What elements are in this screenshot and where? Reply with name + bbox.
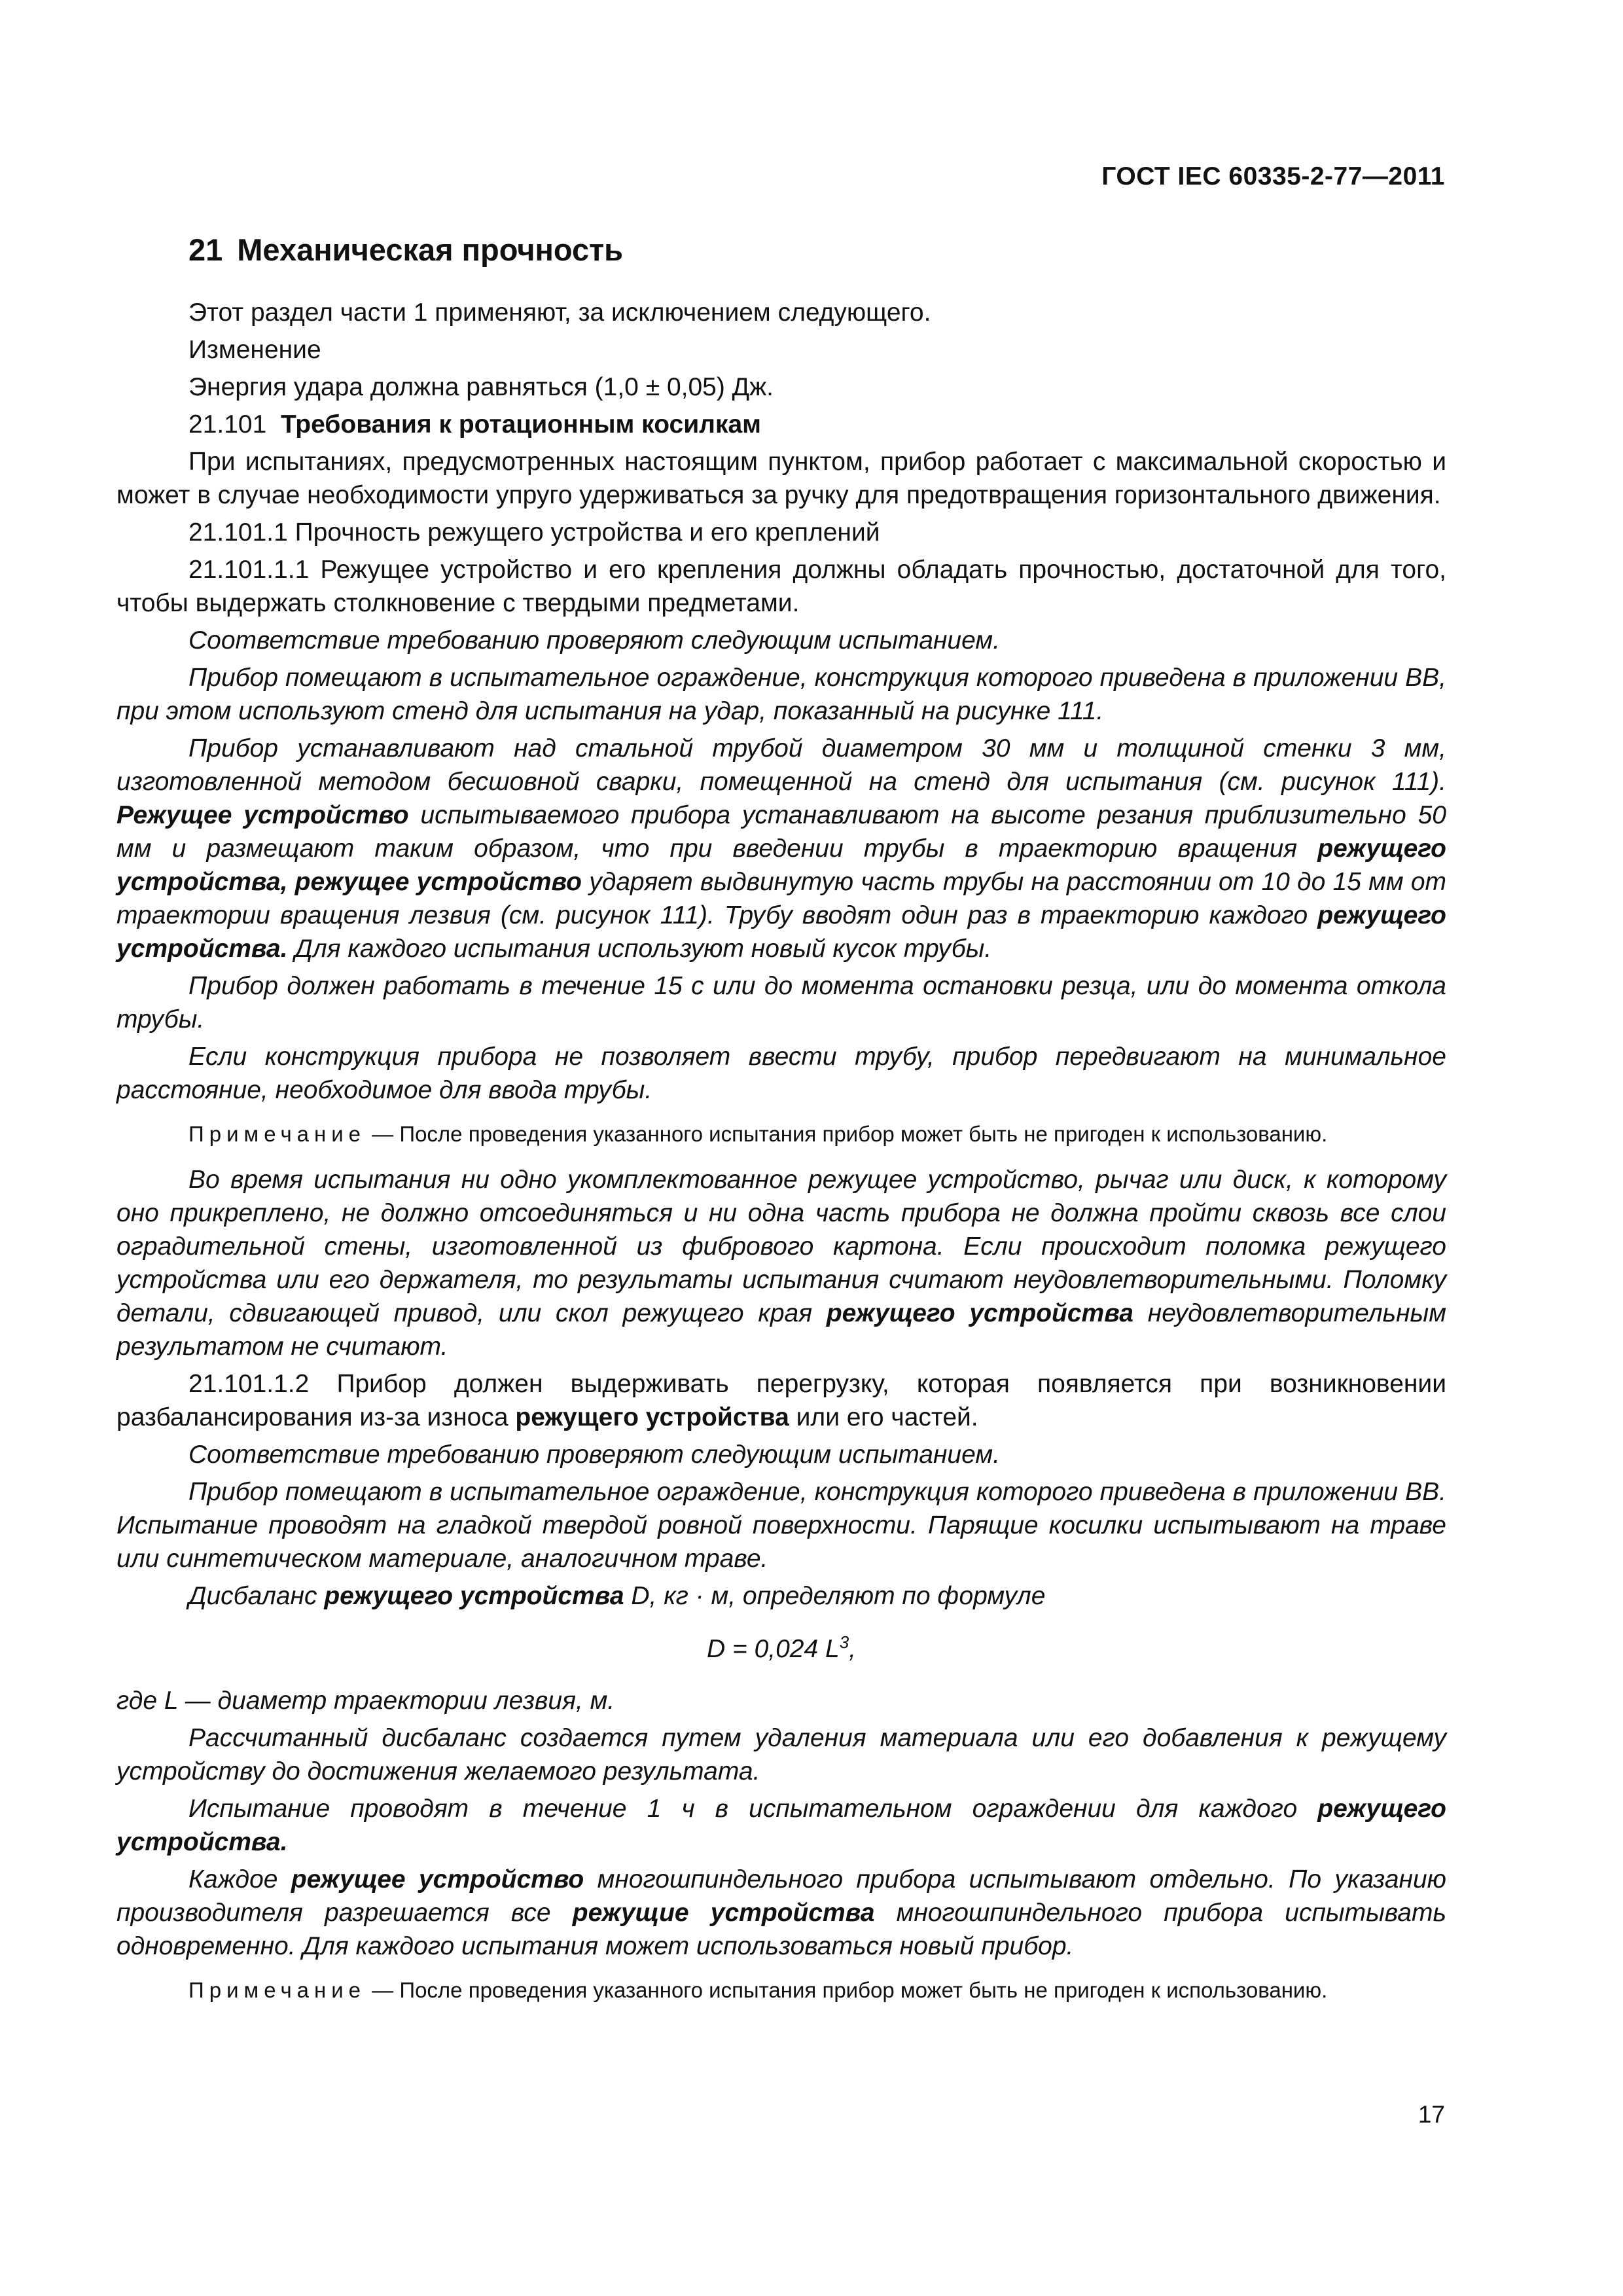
- text-run: или его частей.: [789, 1403, 978, 1431]
- term-bold: режущего устройства: [324, 1582, 624, 1610]
- formula: [116, 1632, 1446, 1666]
- text-run: ударяет выдвинутую часть трубы на расстоянии от 10 до 15 мм от траектории вращения лезвия (см. рисунок 111). Трубу вводят один раз в траекторию каждого: [116, 868, 1446, 929]
- text-run: Прибор устанавливают над стальной трубой диаметром 30 мм и толщиной стенки 3 мм, изготовленной методом бесшовной сварки, помещенной на стенд для испытания (см. рисунок 111).: [116, 734, 1446, 796]
- paragraph: [116, 1579, 1446, 1613]
- note: [116, 1976, 1446, 2005]
- note-label: Примечание: [188, 1122, 366, 1146]
- term-bold: режущего устройства.: [116, 901, 1446, 963]
- paragraph: Прибор помещают в испытательное ограждение, конструкция которого приведена в приложении ВВ, при этом используют стенд для испытания на удар, показанный на рисунке 111.: [116, 664, 1446, 725]
- note-label: Примечание: [188, 1978, 366, 2002]
- note-text: — После проведения указанного испытания прибор может быть не пригоден к использованию.: [366, 1122, 1328, 1146]
- paragraph: 21.101.1 Прочность режущего устройства и его креплений: [188, 518, 880, 547]
- formula-end: ,: [849, 1635, 857, 1663]
- page-body: [116, 230, 1446, 2019]
- paragraph: Изменение: [188, 336, 321, 364]
- term-bold: режущего устройства.: [116, 1795, 1446, 1856]
- text-run: Для каждого испытания используют новый кусок трубы.: [287, 935, 992, 963]
- clause-heading: [116, 408, 1446, 441]
- paragraph: Соответствие требованию проверяют следующим испытанием.: [188, 626, 1000, 655]
- paragraph: Соответствие требованию проверяют следующим испытанием.: [188, 1441, 1000, 1469]
- note-text: — После проведения указанного испытания прибор может быть не пригоден к использованию.: [366, 1978, 1328, 2002]
- text-run: 21.101.1.2 Прибор должен выдерживать перегрузку, которая появляется при возникновении разбалансирования из-за износа: [116, 1370, 1446, 1431]
- paragraph: где L — диаметр траектории лезвия, м.: [116, 1687, 615, 1715]
- standard-header: ГОСТ IEC 60335-2-77—2011: [1101, 162, 1445, 190]
- note: [116, 1120, 1446, 1149]
- paragraph: [116, 732, 1446, 965]
- term-bold: режущего устройства: [515, 1403, 789, 1431]
- clause-number: 21.101: [188, 410, 267, 439]
- paragraph: Рассчитанный дисбаланс создается путем удаления материала или его добавления к режущему устройству до достижения желаемого результата.: [116, 1724, 1446, 1785]
- paragraph: 21.101.1.1 Режущее устройство и его крепления должны обладать прочностью, достаточной для того, чтобы выдержать столкновение с твердыми предметами.: [116, 556, 1446, 617]
- paragraph: [116, 1163, 1446, 1363]
- term-bold: режущего устройства: [826, 1299, 1133, 1327]
- section-title: Механическая прочность: [237, 232, 624, 267]
- paragraph: Прибор помещают в испытательное ограждение, конструкция которого приведена в приложении ВВ. Испытание проводят на гладкой твердой ровной поверхности. Парящие косилки испытывают на траве или синтетическом материале, аналогичном траве.: [116, 1478, 1446, 1573]
- text-run: D, кг · м, определяют по формуле: [624, 1582, 1046, 1610]
- formula-exponent: 3: [839, 1632, 849, 1652]
- text-run: Испытание проводят в течение 1 ч в испытательном ограждении для каждого: [188, 1795, 1318, 1823]
- term-bold: Режущее устройство: [116, 801, 409, 829]
- text-run: неудовлетворительным результатом не считают.: [116, 1299, 1446, 1361]
- formula-text: D = 0,024 L: [706, 1635, 840, 1663]
- clause-title: Требования к ротационным косилкам: [280, 410, 761, 439]
- paragraph: Энергия удара должна равняться (1,0 ± 0,05) Дж.: [188, 373, 774, 401]
- paragraph: [116, 1792, 1446, 1859]
- section-number: 21: [188, 232, 223, 267]
- paragraph: [116, 1367, 1446, 1434]
- text-run: Во время испытания ни одно укомплектованное режущее устройство, рычаг или диск, к которому оно прикреплено, не должно отсоединяться и ни одна часть прибора не должна пройти сквозь все слои оградительной стены, изготовленной из фибрового картона. Если происходит поломка режущего устройства или его держателя, то результаты испытания считают неудовлетворительными. Поломку детали, сдвигающей привод, или скол режущего края: [116, 1166, 1446, 1327]
- term-bold: режущего устройства, режущее устройство: [116, 834, 1446, 896]
- text-run: Дисбаланс: [188, 1582, 325, 1610]
- paragraph: Если конструкция прибора не позволяет ввести трубу, прибор передвигают на минимальное расстояние, необходимое для ввода трубы.: [116, 1043, 1446, 1104]
- text-run: многошпиндельного прибора испытывать одновременно. Для каждого испытания может использоваться новый прибор.: [116, 1899, 1446, 1960]
- paragraph: При испытаниях, предусмотренных настоящим пунктом, прибор работает с максимальной скоростью и может в случае необходимости упруго удерживаться за ручку для предотвращения горизонтального движения.: [116, 448, 1446, 509]
- section-heading: [188, 230, 1446, 270]
- page-number: 17: [1418, 2101, 1445, 2128]
- term-bold: режущие устройства: [572, 1899, 875, 1927]
- text-run: испытываемого прибора устанавливают на высоте резания приблизительно 50 мм и размещают таким образом, что при введении трубы в траекторию вращения: [116, 801, 1446, 863]
- term-bold: режущее устройство: [291, 1865, 584, 1893]
- paragraph: [116, 1863, 1446, 1963]
- text-run: Каждое: [188, 1865, 291, 1893]
- paragraph: Прибор должен работать в течение 15 с или до момента остановки резца, или до момента откола трубы.: [116, 972, 1446, 1033]
- text-run: многошпиндельного прибора испытывают отдельно. По указанию производителя разрешается все: [116, 1865, 1446, 1927]
- paragraph: Этот раздел части 1 применяют, за исключением следующего.: [188, 298, 931, 327]
